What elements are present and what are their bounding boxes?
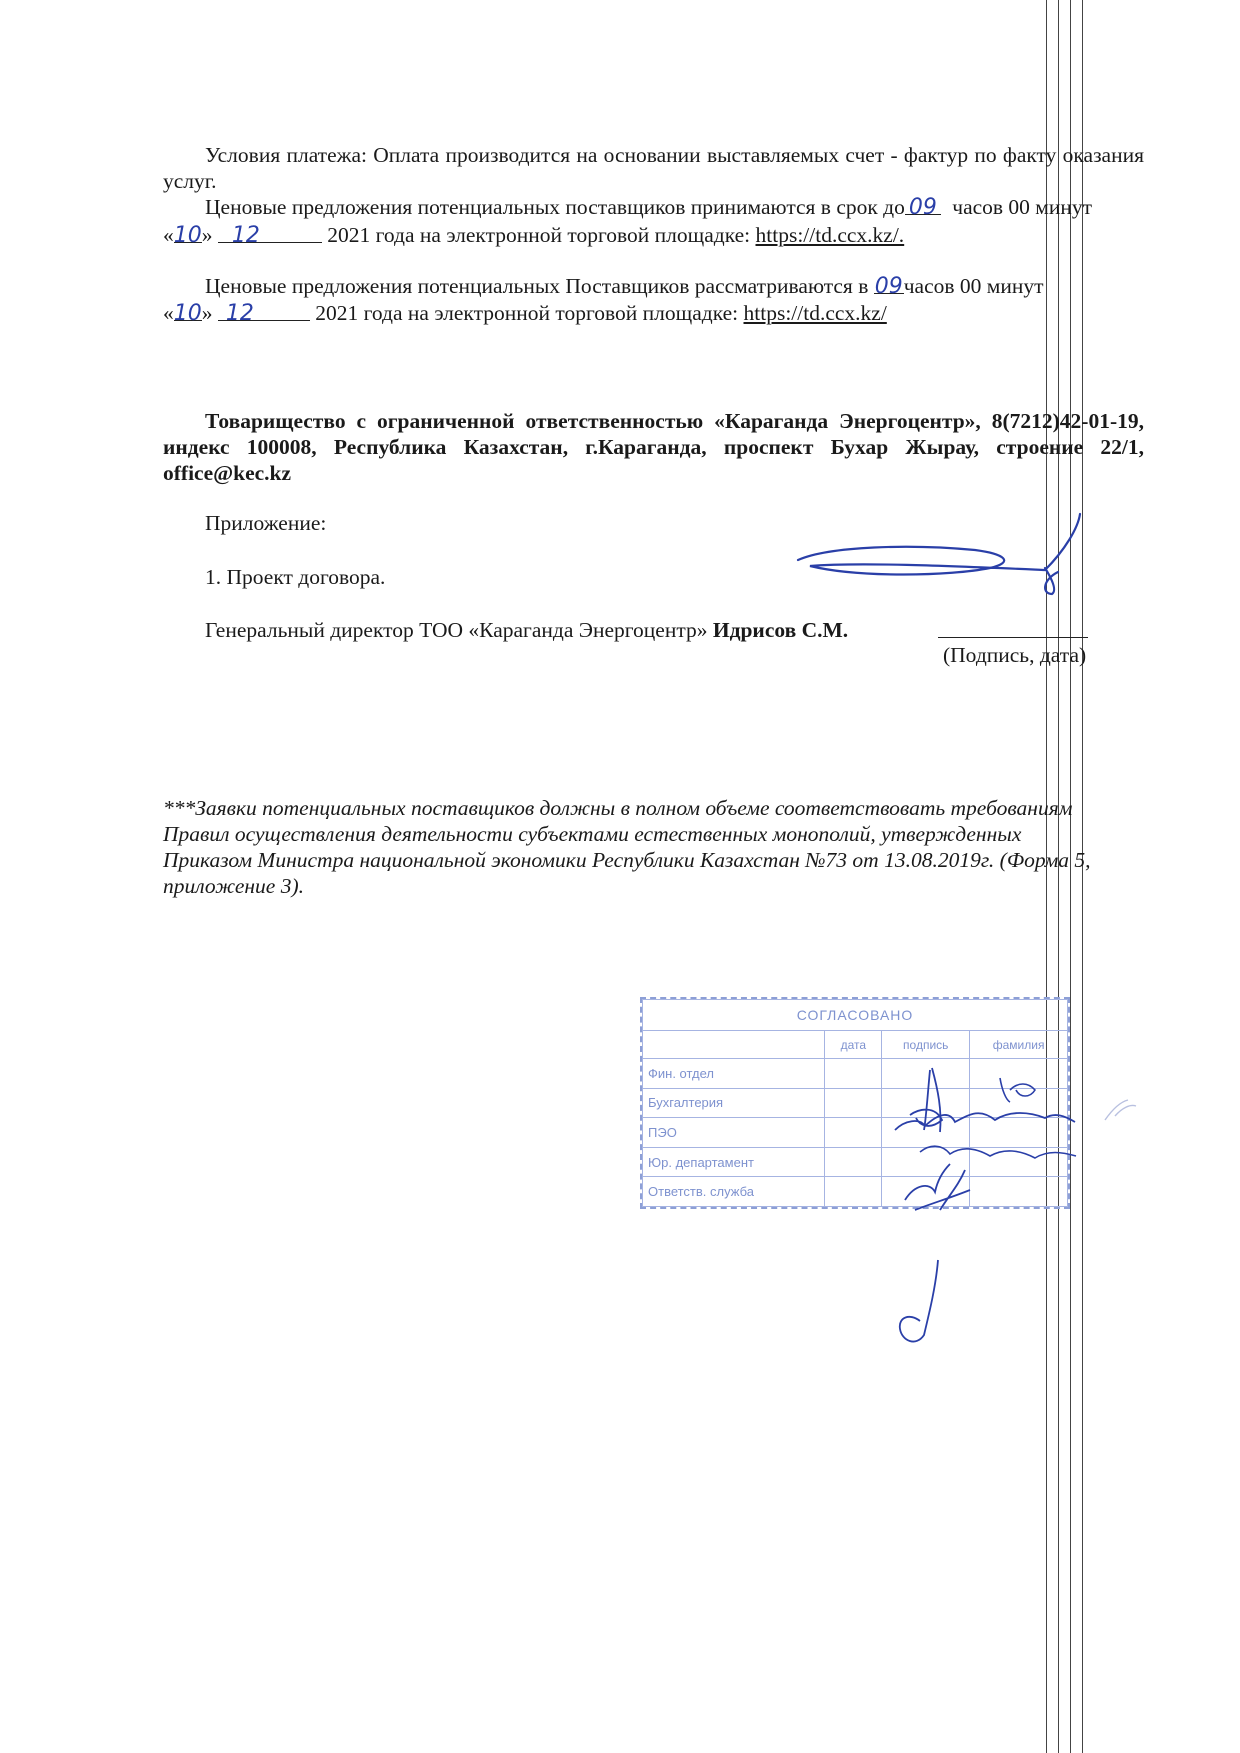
- acceptance-url[interactable]: https://td.ccx.kz/.: [755, 223, 905, 247]
- column-header-signature: подпись: [882, 1031, 970, 1059]
- signatory-title: Генеральный директор ТОО «Караганда Энергоцентр»: [205, 618, 708, 642]
- initials-mark: [880, 1255, 960, 1355]
- column-header-surname: фамилия: [970, 1031, 1068, 1059]
- signatory-line: [205, 617, 848, 643]
- review-suffix: часов 00 минут: [903, 274, 1044, 298]
- review-day-field: [173, 300, 202, 326]
- approval-signatures: [880, 1060, 1190, 1240]
- signatory-name: Идрисов С.М.: [712, 618, 849, 642]
- acceptance-line-2: «10» 12 2021 года на электронной торговой площадке: https://td.ccx.kz/.: [163, 223, 905, 248]
- review-year-text: 2021 года на электронной торговой площадке:: [315, 301, 739, 325]
- payment-terms: Условия платежа: Оплата производится на основании выставляемых счет - фактур по факту оказания услуг.: [163, 143, 1144, 193]
- signature-caption: (Подпись, дата): [943, 643, 1087, 667]
- review-hour: 09: [874, 274, 903, 299]
- column-header-date: дата: [825, 1031, 882, 1059]
- acceptance-line-1: [205, 194, 1092, 220]
- director-signature: [790, 510, 1090, 600]
- acceptance-suffix: часов 00 минут: [952, 195, 1093, 219]
- acceptance-prefix: Ценовые предложения потенциальных поставщиков принимаются в срок до: [205, 195, 905, 219]
- acceptance-hour-field: [905, 194, 941, 220]
- table-row-label: Фин. отдел: [643, 1059, 825, 1089]
- table-row-label: ПЭО: [643, 1118, 825, 1148]
- review-month-field: [218, 300, 310, 326]
- acceptance-day-field: [173, 222, 202, 248]
- review-day: 10: [173, 301, 202, 326]
- acceptance-month: 12: [231, 223, 260, 248]
- review-line-2: «10» 12 2021 года на электронной торговой площадке: https://td.ccx.kz/: [163, 301, 887, 326]
- table-row-label: Ответств. служба: [643, 1177, 825, 1207]
- requirements-note: ***Заявки потенциальных поставщиков должны в полном объеме соответствовать требованиям Правил осуществления деятельности субъектами естественных монополий, утвержденных Приказом Министра национальной экономики Республики Казахстан №73 от 13.08.2019г. (Форма 5, приложение 3).: [163, 796, 1091, 898]
- acceptance-month-field: [218, 222, 322, 248]
- review-hour-field: [874, 273, 904, 299]
- table-row-label: Бухгалтерия: [643, 1088, 825, 1118]
- attachment-item: 1. Проект договора.: [205, 565, 386, 589]
- review-prefix: Ценовые предложения потенциальных Поставщиков рассматриваются в: [205, 274, 869, 298]
- review-month: 12: [225, 301, 254, 326]
- table-row-label: Юр. департамент: [643, 1147, 825, 1177]
- column-header-blank: [643, 1031, 825, 1059]
- signature-line: [938, 637, 1088, 638]
- acceptance-hour: 09: [908, 195, 937, 220]
- review-line-1: [205, 273, 1044, 299]
- approval-title: СОГЛАСОВАНО: [643, 1000, 1068, 1031]
- company-details: Товарищество с ограниченной ответственностью «Караганда Энергоцентр», 8(7212)42-01-19, индекс 100008, Республика Казахстан, г.Караганда, проспект Бухар Жырау, строение 22/1, office@kec.kz: [163, 409, 1144, 485]
- attachment-heading: Приложение:: [205, 511, 327, 535]
- acceptance-day: 10: [173, 223, 202, 248]
- acceptance-year-text: 2021 года на электронной торговой площадке:: [327, 223, 751, 247]
- review-url[interactable]: https://td.ccx.kz/: [743, 301, 887, 325]
